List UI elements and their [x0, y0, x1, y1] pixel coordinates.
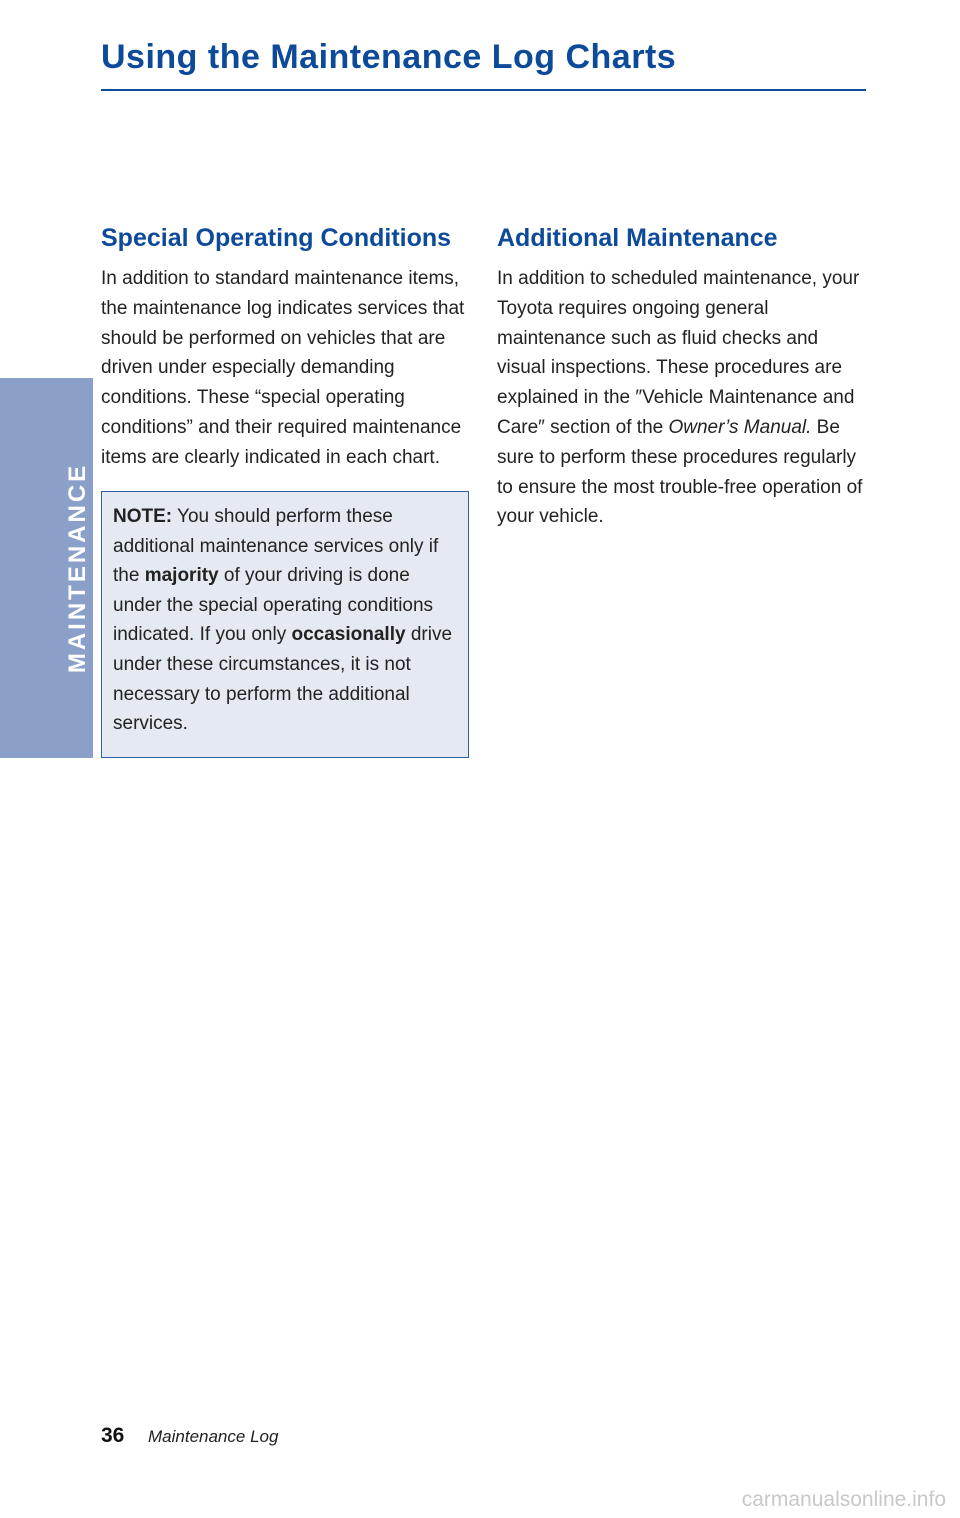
note-text-part: of your driving is done under the special operating conditions indicated. If you only: [113, 565, 434, 646]
page-number: 36: [101, 1424, 125, 1447]
note-text: [113, 502, 457, 739]
note-label: NOTE:: [113, 506, 173, 527]
additional-maintenance-heading: Additional Maintenance: [497, 224, 778, 252]
note-emphasis-majority: majority: [144, 565, 219, 587]
note-emphasis-occasionally: occasionally: [291, 624, 406, 646]
owners-manual-title: Owner’s Manual.: [668, 416, 812, 438]
footer-label: Maintenance Log: [148, 1427, 279, 1446]
watermark: carmanualsonline.info: [741, 1488, 946, 1511]
title-divider: [101, 89, 866, 91]
additional-maintenance-body: [497, 264, 869, 532]
note-text-part: You should perform these additional maintenance services only if the: [113, 506, 439, 587]
special-conditions-body: In addition to standard maintenance items, the maintenance log indicates services that should be performed on vehicles that are driven under especially demanding conditions. These “special operating conditions” and their required maintenance items are clearly indicated in each chart.: [101, 268, 465, 468]
note-text-part: drive under these circumstances, it is not necessary to perform the additional services.: [113, 624, 453, 735]
page-title: Using the Maintenance Log Charts: [101, 38, 677, 76]
note-box: [101, 491, 469, 758]
special-conditions-heading: Special Operating Conditions: [101, 224, 452, 252]
additional-maintenance-text-part: In addition to scheduled maintenance, your Toyota requires ongoing general maintenance such as fluid checks and visual inspections. These procedures are explained in the ″Vehicle Maintenance and Care″ section of the: [497, 268, 860, 438]
side-tab-label: MAINTENANCE: [64, 462, 91, 674]
additional-maintenance-text-part: Be sure to perform these procedures regularly to ensure the most trouble-free operation of your vehicle.: [497, 416, 863, 528]
